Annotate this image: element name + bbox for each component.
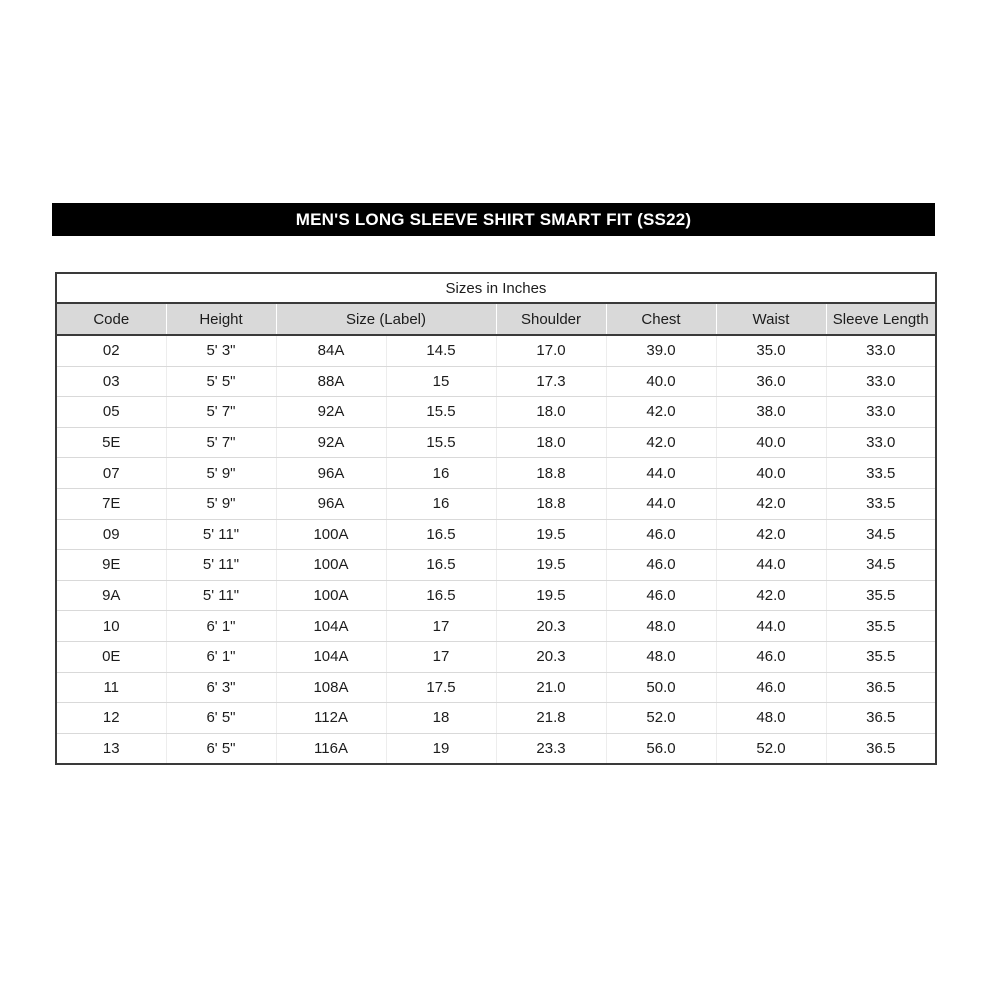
table-cell: 09: [56, 519, 166, 550]
table-cell: 112A: [276, 703, 386, 734]
table-cell: 35.5: [826, 580, 936, 611]
table-cell: 7E: [56, 488, 166, 519]
table-cell: 6' 5": [166, 733, 276, 764]
table-row: [56, 519, 936, 550]
table-cell: 35.5: [826, 641, 936, 672]
table-cell: 6' 1": [166, 611, 276, 642]
table-cell: 05: [56, 397, 166, 428]
col-header-shoulder: Shoulder: [496, 303, 606, 335]
size-chart-table: [55, 272, 937, 765]
table-cell: 48.0: [606, 611, 716, 642]
table-cell: 15.5: [386, 397, 496, 428]
table-cell: 33.0: [826, 427, 936, 458]
table-cell: 42.0: [606, 397, 716, 428]
table-row: [56, 611, 936, 642]
table-cell: 9E: [56, 550, 166, 581]
table-cell: 116A: [276, 733, 386, 764]
page-title: MEN'S LONG SLEEVE SHIRT SMART FIT (SS22): [295, 209, 692, 229]
table-cell: 5' 7": [166, 397, 276, 428]
table-cell: 44.0: [716, 550, 826, 581]
title-banner: [52, 203, 935, 236]
table-cell: 35.0: [716, 335, 826, 366]
table-cell: 19.5: [496, 580, 606, 611]
table-cell: 5E: [56, 427, 166, 458]
table-cell: 108A: [276, 672, 386, 703]
table-cell: 6' 5": [166, 703, 276, 734]
col-header-code: Code: [56, 303, 166, 335]
table-cell: 17: [386, 641, 496, 672]
table-cell: 92A: [276, 397, 386, 428]
table-cell: 84A: [276, 335, 386, 366]
table-cell: 38.0: [716, 397, 826, 428]
table-cell: 42.0: [606, 427, 716, 458]
table-cell: 16.5: [386, 519, 496, 550]
table-cell: 5' 11": [166, 550, 276, 581]
table-caption: Sizes in Inches: [56, 273, 936, 303]
table-row: [56, 427, 936, 458]
col-header-height: Height: [166, 303, 276, 335]
table-cell: 5' 11": [166, 519, 276, 550]
table-cell: 18.0: [496, 427, 606, 458]
table-cell: 20.3: [496, 641, 606, 672]
table-cell: 34.5: [826, 519, 936, 550]
table-row: [56, 488, 936, 519]
table-cell: 16.5: [386, 580, 496, 611]
table-cell: 36.5: [826, 733, 936, 764]
col-header-sleeve-length: Sleeve Length: [826, 303, 936, 335]
table-cell: 36.5: [826, 703, 936, 734]
table-cell: 48.0: [716, 703, 826, 734]
table-cell: 13: [56, 733, 166, 764]
table-cell: 52.0: [716, 733, 826, 764]
table-cell: 18: [386, 703, 496, 734]
table-row: [56, 458, 936, 489]
table-cell: 5' 5": [166, 366, 276, 397]
table-cell: 18.8: [496, 488, 606, 519]
table-cell: 07: [56, 458, 166, 489]
col-header-waist: Waist: [716, 303, 826, 335]
table-cell: 52.0: [606, 703, 716, 734]
caption-row: [56, 273, 936, 303]
table-cell: 21.0: [496, 672, 606, 703]
table-cell: 21.8: [496, 703, 606, 734]
table-cell: 16: [386, 458, 496, 489]
table-cell: 48.0: [606, 641, 716, 672]
table-row: [56, 733, 936, 764]
table-cell: 11: [56, 672, 166, 703]
table-row: [56, 703, 936, 734]
table-cell: 19.5: [496, 519, 606, 550]
table-cell: 17.5: [386, 672, 496, 703]
table-cell: 14.5: [386, 335, 496, 366]
table-cell: 15: [386, 366, 496, 397]
table-cell: 6' 1": [166, 641, 276, 672]
table-cell: 33.0: [826, 397, 936, 428]
table-cell: 44.0: [606, 458, 716, 489]
table-cell: 0E: [56, 641, 166, 672]
table-cell: 33.0: [826, 335, 936, 366]
table-cell: 44.0: [606, 488, 716, 519]
table-cell: 10: [56, 611, 166, 642]
table-cell: 33.5: [826, 458, 936, 489]
table-cell: 88A: [276, 366, 386, 397]
table-cell: 44.0: [716, 611, 826, 642]
table-cell: 104A: [276, 641, 386, 672]
table-cell: 39.0: [606, 335, 716, 366]
table-cell: 100A: [276, 519, 386, 550]
table-cell: 96A: [276, 458, 386, 489]
table-cell: 96A: [276, 488, 386, 519]
table-cell: 36.5: [826, 672, 936, 703]
table-row: [56, 335, 936, 366]
col-header-size-label: Size (Label): [276, 303, 496, 335]
table-cell: 16: [386, 488, 496, 519]
table-cell: 5' 3": [166, 335, 276, 366]
table-cell: 03: [56, 366, 166, 397]
table-cell: 92A: [276, 427, 386, 458]
table-cell: 35.5: [826, 611, 936, 642]
table-cell: 15.5: [386, 427, 496, 458]
col-header-chest: Chest: [606, 303, 716, 335]
table-row: [56, 397, 936, 428]
table-cell: 40.0: [716, 458, 826, 489]
table-cell: 17: [386, 611, 496, 642]
table-cell: 5' 9": [166, 458, 276, 489]
table-cell: 19: [386, 733, 496, 764]
table-cell: 34.5: [826, 550, 936, 581]
table-cell: 42.0: [716, 519, 826, 550]
table-cell: 19.5: [496, 550, 606, 581]
table-cell: 17.3: [496, 366, 606, 397]
table-row: [56, 580, 936, 611]
table-cell: 40.0: [716, 427, 826, 458]
table-cell: 23.3: [496, 733, 606, 764]
table-cell: 5' 11": [166, 580, 276, 611]
table-cell: 33.0: [826, 366, 936, 397]
table-cell: 33.5: [826, 488, 936, 519]
table-cell: 20.3: [496, 611, 606, 642]
table-cell: 104A: [276, 611, 386, 642]
table-cell: 100A: [276, 580, 386, 611]
table-cell: 40.0: [606, 366, 716, 397]
table-cell: 36.0: [716, 366, 826, 397]
table-cell: 12: [56, 703, 166, 734]
table-row: [56, 672, 936, 703]
table-cell: 02: [56, 335, 166, 366]
table-cell: 5' 7": [166, 427, 276, 458]
table-cell: 100A: [276, 550, 386, 581]
table-body: [56, 335, 936, 764]
table-row: [56, 641, 936, 672]
table-row: [56, 366, 936, 397]
table-cell: 17.0: [496, 335, 606, 366]
table-cell: 56.0: [606, 733, 716, 764]
table-cell: 6' 3": [166, 672, 276, 703]
table-row: [56, 550, 936, 581]
table-cell: 9A: [56, 580, 166, 611]
table-cell: 50.0: [606, 672, 716, 703]
table-cell: 46.0: [606, 580, 716, 611]
table-cell: 42.0: [716, 580, 826, 611]
table-cell: 16.5: [386, 550, 496, 581]
table-cell: 42.0: [716, 488, 826, 519]
table-cell: 46.0: [716, 641, 826, 672]
table-cell: 46.0: [716, 672, 826, 703]
header-row: [56, 303, 936, 335]
table-cell: 46.0: [606, 550, 716, 581]
table-cell: 18.0: [496, 397, 606, 428]
table-cell: 18.8: [496, 458, 606, 489]
table-cell: 46.0: [606, 519, 716, 550]
table-cell: 5' 9": [166, 488, 276, 519]
